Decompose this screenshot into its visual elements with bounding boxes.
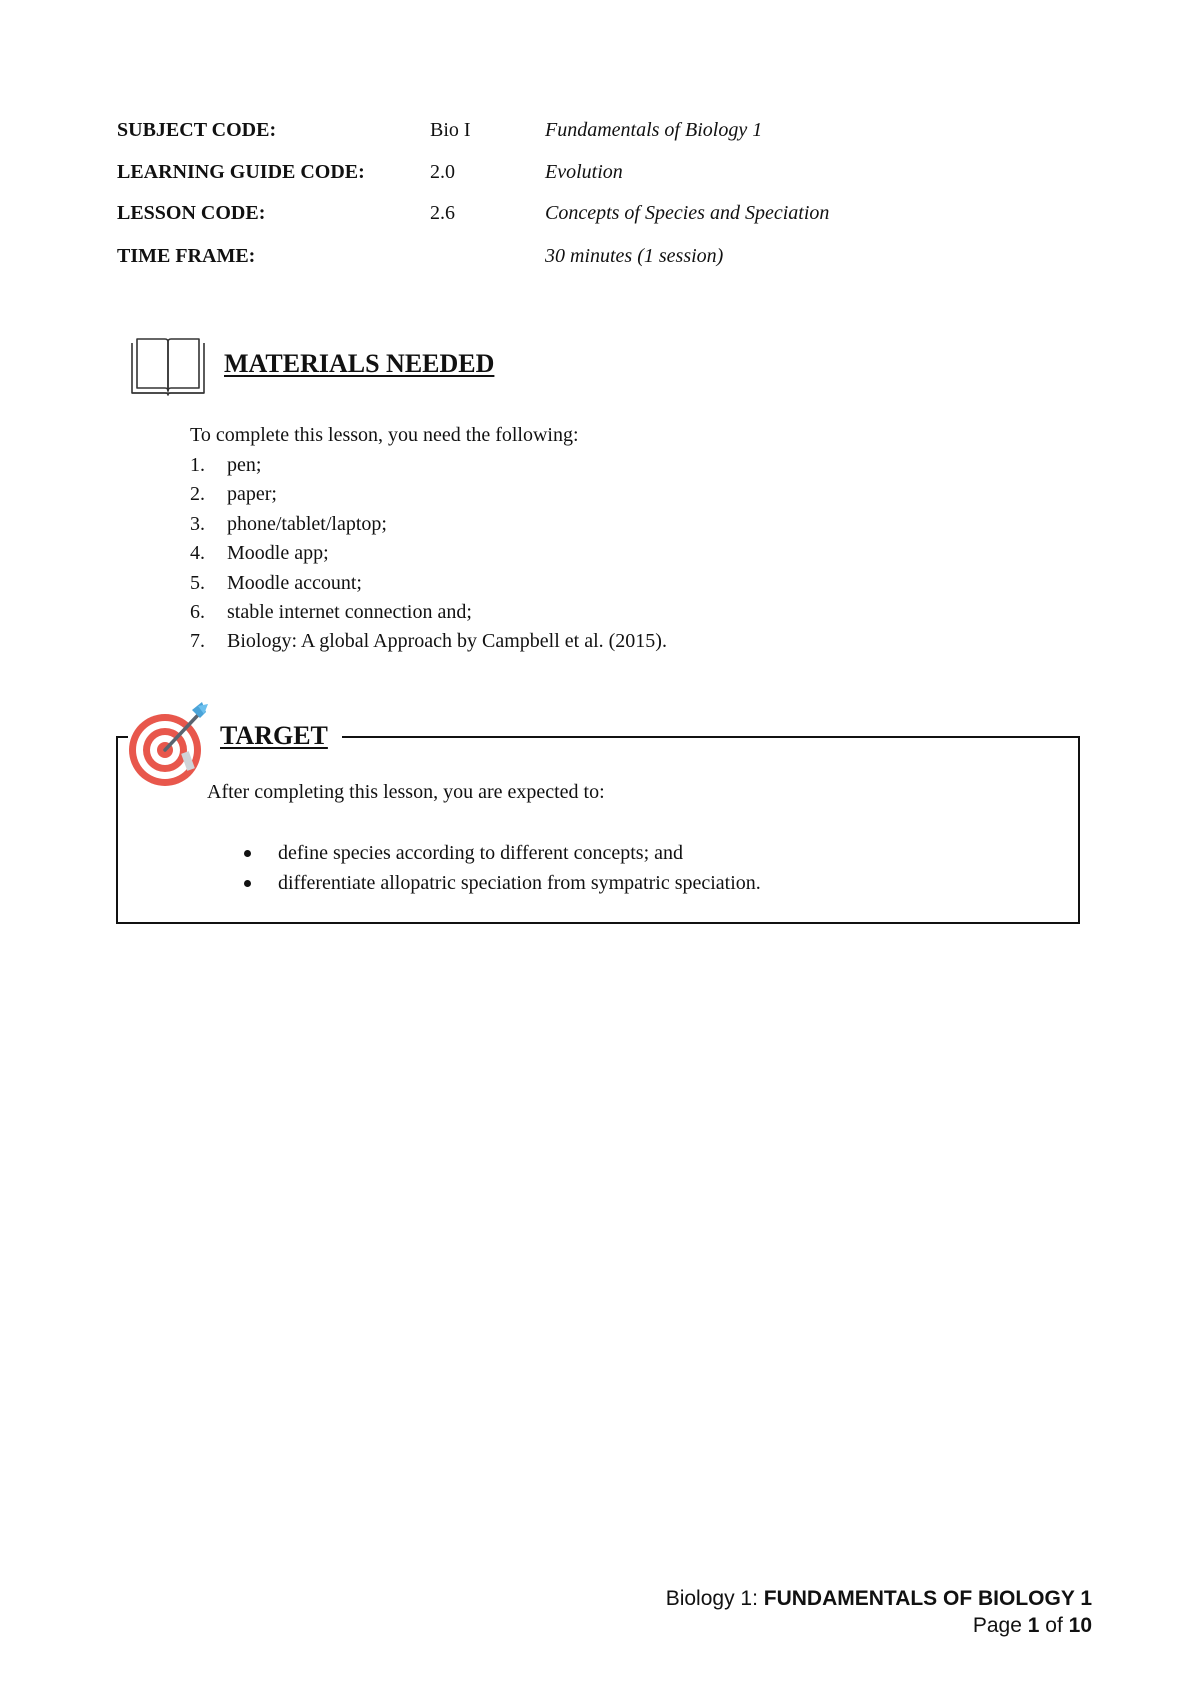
info-description: Concepts of Species and Speciation	[545, 202, 830, 224]
info-description: Evolution	[545, 161, 623, 183]
list-item	[190, 510, 667, 539]
info-description: 30 minutes (1 session)	[545, 245, 724, 267]
list-number: 1.	[190, 454, 205, 476]
list-text: stable internet connection and;	[227, 600, 472, 623]
list-number: 4.	[190, 542, 205, 565]
list-text: Moodle account;	[227, 571, 362, 594]
materials-intro: To complete this lesson, you need the following:	[190, 424, 579, 446]
bullet-icon	[244, 880, 251, 887]
target-list	[240, 838, 761, 898]
list-number: 5.	[190, 571, 205, 594]
list-number: 3.	[190, 512, 205, 535]
page-footer	[666, 1585, 1092, 1639]
list-item	[240, 868, 761, 898]
list-text: Moodle app;	[227, 542, 329, 565]
list-item	[190, 480, 667, 509]
list-item	[240, 838, 761, 868]
footer-course-title: FUNDAMENTALS OF BIOLOGY 1	[763, 1587, 1092, 1610]
list-text: differentiate allopatric speciation from sympatric speciation.	[278, 872, 761, 894]
list-text: paper;	[227, 483, 277, 506]
target-intro: After completing this lesson, you are expected to:	[207, 781, 605, 803]
list-number: 2.	[190, 483, 205, 506]
footer-page-total: 10	[1068, 1614, 1092, 1637]
info-label: TIME FRAME:	[117, 245, 256, 267]
info-label: LEARNING GUIDE CODE:	[117, 161, 365, 183]
footer-page-of: of	[1039, 1614, 1069, 1637]
footer-course-line	[666, 1585, 1092, 1612]
footer-page-label: Page	[972, 1614, 1028, 1637]
list-item	[190, 451, 667, 480]
footer-page-number	[666, 1612, 1092, 1639]
target-icon	[128, 698, 210, 790]
materials-title: MATERIALS NEEDED	[224, 349, 495, 378]
bullet-icon	[244, 850, 251, 857]
list-item	[190, 539, 667, 568]
info-label: SUBJECT CODE:	[117, 119, 277, 141]
info-code: Bio I	[430, 119, 471, 141]
materials-list	[190, 451, 667, 657]
list-number: 7.	[190, 630, 205, 653]
footer-course-prefix: Biology 1:	[665, 1587, 764, 1610]
info-label: LESSON CODE:	[117, 202, 266, 224]
list-text: phone/tablet/laptop;	[227, 512, 387, 535]
book-icon	[129, 333, 207, 397]
list-item	[190, 627, 667, 656]
footer-page-current: 1	[1027, 1614, 1040, 1637]
info-code: 2.0	[430, 161, 455, 183]
info-description: Fundamentals of Biology 1	[545, 119, 763, 141]
list-item	[190, 569, 667, 598]
target-title: TARGET	[220, 721, 328, 750]
list-number: 6.	[190, 600, 205, 623]
list-item	[190, 598, 667, 627]
list-text: Biology: A global Approach by Campbell et al. (2015).	[227, 630, 667, 653]
list-text: define species according to different concepts; and	[278, 842, 684, 864]
info-code: 2.6	[430, 202, 455, 224]
list-text: pen;	[227, 454, 262, 476]
target-title-wrap	[206, 716, 342, 756]
